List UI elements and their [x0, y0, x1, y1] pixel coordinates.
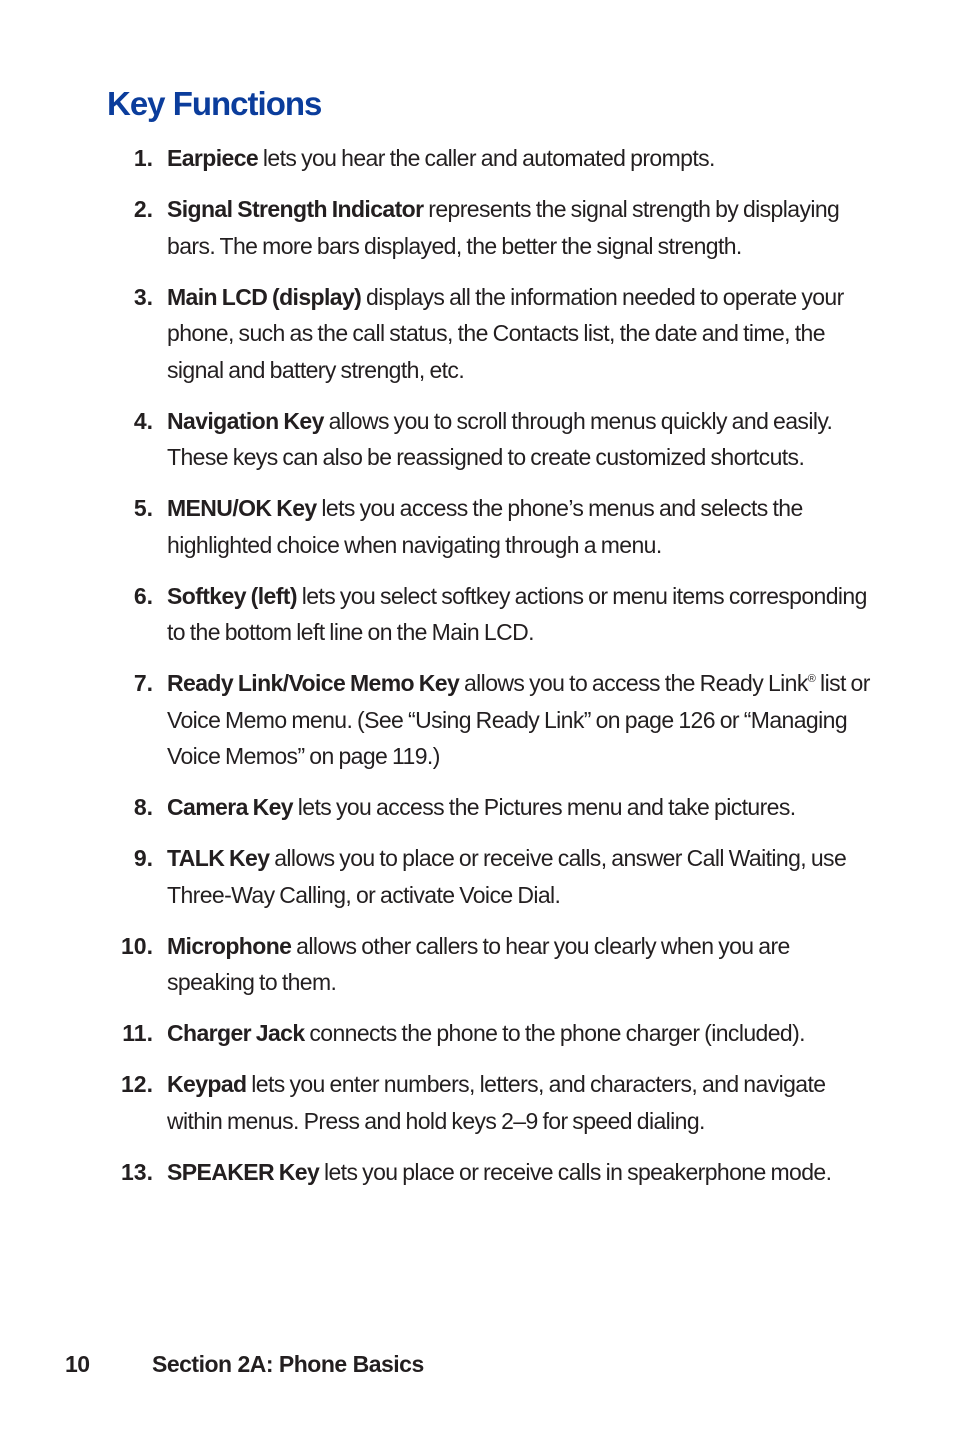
list-item-signal-strength: [0, 191, 954, 264]
item-term: Navigation Key: [167, 407, 324, 434]
list-item-charger-jack: [0, 1015, 954, 1052]
item-term: Ready Link/Voice Memo Key: [167, 670, 460, 696]
item-description: lets you select softkey actions or menu items corresponding to the bottom left line on the Main LCD.: [167, 582, 867, 645]
item-number: 3.: [133, 283, 153, 310]
item-number: 2.: [133, 196, 153, 222]
item-term: SPEAKER Key: [167, 1158, 320, 1185]
list-item-menu-ok-key: [0, 490, 954, 563]
item-number: 6.: [133, 582, 153, 609]
list-item-earpiece: [0, 140, 954, 177]
item-number: 10.: [121, 932, 153, 959]
item-term: Microphone: [167, 932, 292, 959]
list-item-talk-key: [0, 840, 954, 913]
item-term: Charger Jack: [167, 1020, 305, 1046]
list-item-keypad: [0, 1066, 954, 1139]
item-number: 13.: [121, 1158, 153, 1185]
item-number: 8.: [133, 794, 153, 820]
item-term: MENU/OK Key: [167, 495, 317, 521]
item-term: Main LCD (display): [167, 283, 362, 310]
section-title: Section 2A: Phone Basics: [152, 1351, 424, 1377]
item-term: TALK Key: [167, 845, 270, 871]
item-description: displays all the information needed to operate your phone, such as the call status, the Contacts list, the date and time, the signal and battery strength, etc.: [167, 283, 844, 383]
item-description: lets you access the phone’s menus and selects the highlighted choice when navigating through a menu.: [167, 495, 803, 558]
item-description: lets you access the Pictures menu and take pictures.: [297, 794, 796, 820]
list-item-ready-link-key: [0, 665, 954, 775]
list-item-navigation-key: [0, 403, 954, 476]
page-number: 10: [65, 1351, 90, 1377]
key-functions-list: [0, 140, 954, 1205]
list-item-camera-key: [0, 789, 954, 826]
item-description: allows you to place or receive calls, answer Call Waiting, use Three-Way Calling, or activate Voice Dial.: [167, 845, 847, 908]
list-item-speaker-key: [0, 1154, 954, 1191]
list-item-main-lcd: [0, 279, 954, 389]
list-item-microphone: [0, 928, 954, 1001]
registered-mark: ®: [807, 673, 816, 685]
item-term: Signal Strength Indicator: [167, 196, 424, 222]
item-term: Camera Key: [167, 794, 293, 820]
item-description: allows you to access the Ready Link: [463, 670, 808, 696]
item-description: lets you place or receive calls in speakerphone mode.: [323, 1158, 832, 1185]
item-number: 5.: [133, 495, 153, 521]
item-term: Softkey (left): [167, 582, 297, 609]
item-number: 11.: [122, 1020, 153, 1046]
item-term: Keypad: [167, 1071, 247, 1097]
item-description: lets you hear the caller and automated prompts.: [262, 145, 715, 171]
item-description: allows other callers to hear you clearly when you are speaking to them.: [167, 932, 790, 995]
page-title: Key Functions: [107, 85, 322, 122]
item-description: lets you enter numbers, letters, and characters, and navigate within menus. Press and hold keys 2–9 for speed dialing.: [167, 1071, 826, 1134]
item-description-cont: list or Voice Memo menu. (See “Using Ready Link” on page 126 or “Managing Voice Memos” on page 119.): [167, 670, 870, 769]
item-description: represents the signal strength by displaying bars. The more bars displayed, the better the signal strength.: [167, 196, 840, 259]
item-number: 12.: [121, 1071, 153, 1097]
item-description: allows you to scroll through menus quickly and easily. These keys can also be reassigned to create customized shortcuts.: [167, 407, 833, 470]
item-number: 9.: [133, 845, 153, 871]
item-number: 7.: [133, 670, 153, 696]
item-term: Earpiece: [167, 145, 259, 171]
item-number: 1.: [133, 145, 153, 171]
item-number: 4.: [133, 407, 153, 434]
list-item-softkey-left: [0, 578, 954, 651]
item-description: connects the phone to the phone charger (included).: [309, 1020, 805, 1046]
